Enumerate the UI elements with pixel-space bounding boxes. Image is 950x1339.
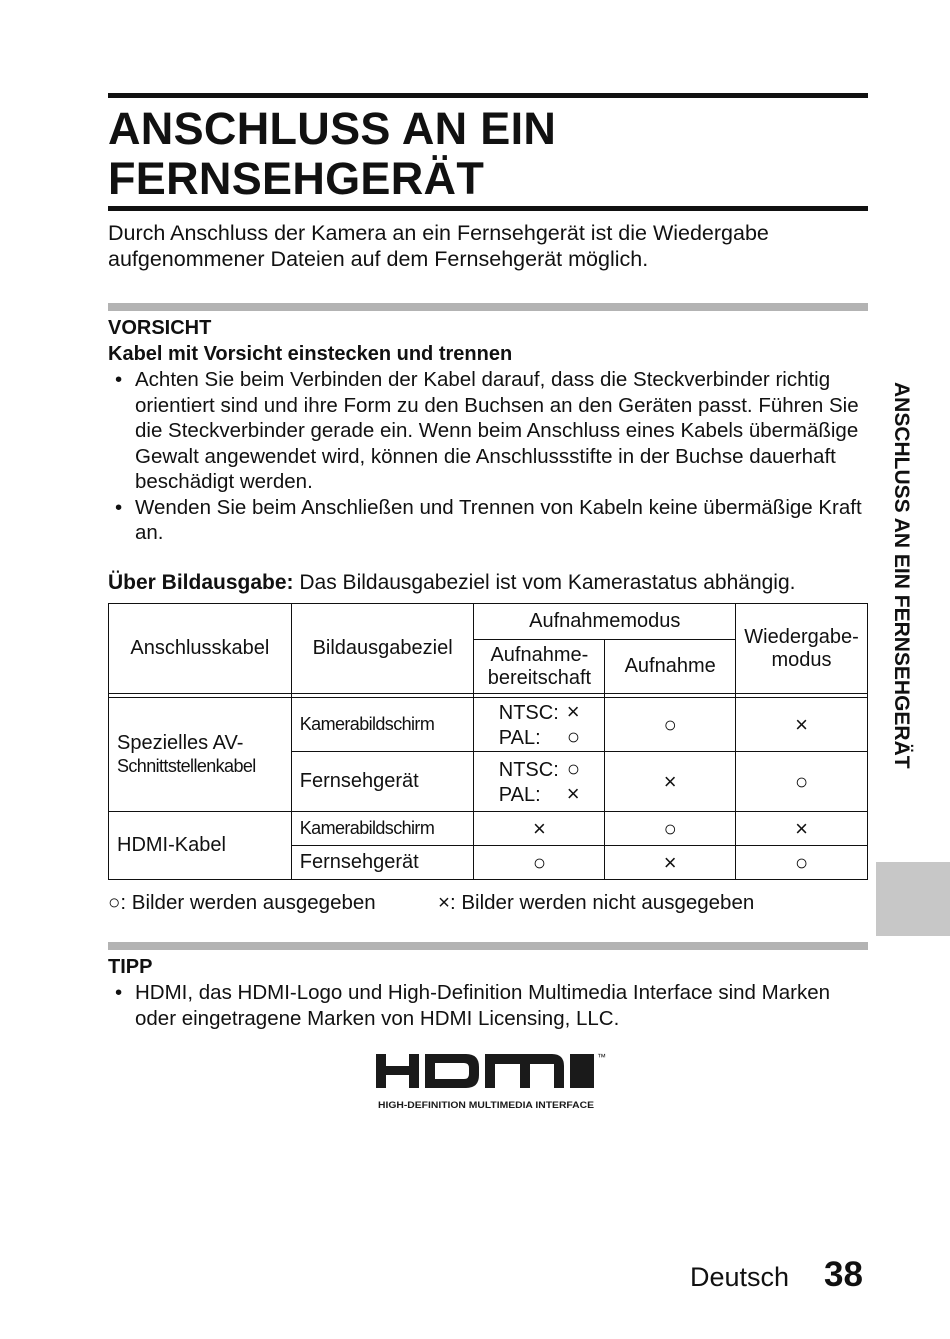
tip-heading: TIPP: [108, 956, 153, 978]
intro-paragraph: Durch Anschluss der Kamera an ein Fernsehgerät ist die Wiedergabe aufgenommener Dateien auf dem Fernsehgerät möglich.: [108, 221, 769, 271]
ntsc-label: NTSC:: [498, 701, 559, 724]
title-bottom-rule: [108, 206, 868, 211]
hdmi-tagline: HIGH-DEFINITION MULTIMEDIA INTERFACE: [378, 1100, 594, 1111]
page-number: 38: [824, 1255, 863, 1294]
pal-label: PAL:: [498, 726, 541, 749]
header-rec-mode: Aufnahmemodus: [474, 604, 736, 640]
cell-av-camera-recording: ○: [605, 698, 736, 752]
cable-av-line-2: Schnittstellenkabel: [117, 755, 256, 776]
table-legend: [108, 890, 868, 916]
cell-av-tv-standby: [474, 752, 605, 812]
tip-divider: [108, 942, 868, 950]
target-camera: Kamerabildschirm: [291, 698, 474, 752]
cell-hdmi-tv-standby: ○: [474, 846, 605, 880]
header-standby: Aufnahme- bereitschaft: [474, 640, 605, 694]
header-target: Bildausgabeziel: [291, 604, 474, 694]
target-tv: Fernsehgerät: [291, 752, 474, 812]
legend-no: ×: Bilder werden nicht ausgegeben: [438, 891, 755, 914]
title-top-rule: [108, 93, 868, 98]
target-camera: Kamerabildschirm: [291, 812, 474, 846]
bildausgabe-text: Das Bildausgabeziel ist vom Kamerastatus abhängig.: [293, 571, 796, 594]
cell-hdmi-camera-standby: ×: [474, 812, 605, 846]
header-cable: Anschlusskabel: [109, 604, 292, 694]
cell-hdmi-tv-playback: ○: [736, 846, 868, 880]
bildausgabe-line: [108, 570, 796, 596]
footer-language: Deutsch: [690, 1262, 790, 1292]
legend-yes: ○: Bilder werden ausgegeben: [108, 891, 376, 914]
caution-item: • Wenden Sie beim Anschließen und Trennen von Kabeln keine übermäßige Kraft an.: [108, 495, 868, 546]
side-tab-marker: [876, 862, 950, 936]
caution-list: [108, 367, 868, 546]
target-tv: Fernsehgerät: [291, 846, 474, 880]
hdmi-trademark: ™: [597, 1052, 606, 1062]
cell-av-tv-playback: ○: [736, 752, 868, 812]
side-chapter-tab: ANSCHLUSS AN EIN FERNSEHGERÄT: [890, 382, 913, 769]
no-symbol: ×: [566, 780, 580, 806]
cell-av-tv-recording: ×: [605, 752, 736, 812]
page-title-line-1: ANSCHLUSS AN EIN: [108, 103, 557, 154]
header-playback: Wiedergabe- modus: [736, 604, 868, 694]
hdmi-logo: [376, 1050, 616, 1112]
cell-hdmi-camera-playback: ×: [736, 812, 868, 846]
cable-av-line-1: Spezielles AV-: [117, 731, 244, 754]
cell-av-camera-standby: [474, 698, 605, 752]
tip-list: [108, 980, 868, 1031]
caution-divider: [108, 303, 868, 311]
cell-hdmi-tv-recording: ×: [605, 846, 736, 880]
yes-symbol: ○: [566, 755, 581, 781]
cable-hdmi: HDMI-Kabel: [109, 812, 292, 880]
tip-item: • HDMI, das HDMI-Logo und High-Definition Multimedia Interface sind Marken oder eingetragene Marken von HDMI Licensing, LLC.: [108, 980, 868, 1031]
ntsc-label: NTSC:: [498, 758, 559, 781]
caution-item: • Achten Sie beim Verbinden der Kabel darauf, dass die Steckverbinder richtig orientiert sind und ihre Form zu den Buchsen an den Geräten passt. Führen Sie die Steckverbinder gerade ein. Wenn beim Anschluss eines Kabels übermäßige Gewalt angewendet wird, können die Anschlussstifte in der Buchse dauerhaft beschädigt werden.: [108, 367, 868, 495]
cable-av: [109, 698, 292, 812]
page-title: [108, 104, 868, 204]
caution-subheading: Kabel mit Vorsicht einstecken und trennen: [108, 343, 513, 365]
no-symbol: ×: [566, 698, 580, 724]
header-recording: Aufnahme: [605, 640, 736, 694]
yes-symbol: ○: [566, 723, 581, 749]
page-title-line-2: FERNSEHGERÄT: [108, 153, 485, 204]
bildausgabe-label: Über Bildausgabe:: [108, 571, 294, 594]
output-table: [108, 603, 868, 880]
pal-label: PAL:: [498, 783, 541, 806]
cell-av-camera-playback: ×: [736, 698, 868, 752]
cell-hdmi-camera-recording: ○: [605, 812, 736, 846]
caution-heading: VORSICHT: [108, 317, 212, 339]
